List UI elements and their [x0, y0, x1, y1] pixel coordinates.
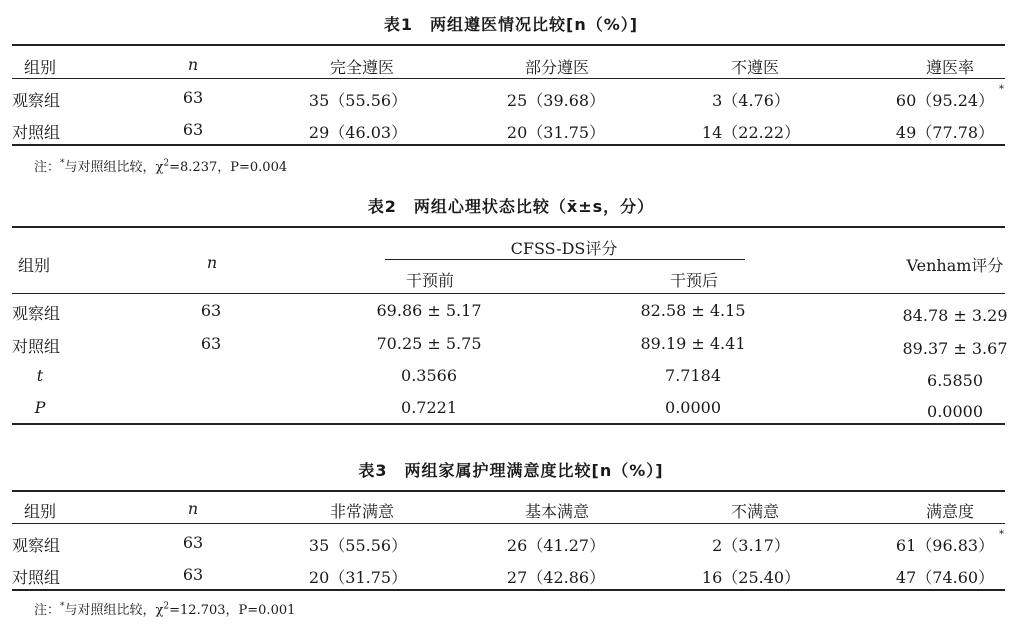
table3-header-basic: 基本满意 — [524, 502, 590, 521]
table2-cell: 69.86 ± 5.17 — [376, 301, 482, 320]
table2-cell: 观察组 — [12, 304, 61, 323]
table3-header-n: n — [187, 499, 199, 518]
table2-span-rule — [385, 259, 745, 260]
table2-cell: 82.58 ± 4.15 — [640, 301, 746, 320]
table2-bottom-rule — [12, 423, 1005, 425]
table1-header-group: 组别 — [24, 58, 57, 77]
table2-cell: 63 — [200, 334, 222, 353]
table3-cell: 26（41.27） — [506, 536, 606, 555]
table2-caption: 表2 两组心理状态比较（x̄±s，分） — [367, 197, 655, 216]
table1-header-non: 不遵医 — [730, 58, 780, 77]
table2-cell: 89.19 ± 4.41 — [640, 334, 746, 353]
table3-header-very: 非常满意 — [329, 502, 395, 521]
table2-header-span: CFSS-DS评分 — [510, 239, 618, 258]
table2-cell: 对照组 — [12, 337, 61, 356]
table2-cell: 7.7184 — [665, 366, 721, 385]
table1-cell: 63 — [182, 88, 204, 107]
note-sup: 2 — [163, 601, 170, 612]
table2-cell: 70.25 ± 5.75 — [376, 334, 482, 353]
table3-cell: 观察组 — [12, 536, 61, 555]
table3-cell: 63 — [182, 565, 204, 584]
note-stat: =12.703，P=0.001 — [169, 603, 296, 618]
note-sup: 2 — [163, 158, 170, 169]
note-stat: =8.237，P=0.004 — [169, 160, 288, 175]
table3-cell: 16（25.40） — [701, 568, 801, 587]
table2-cell: t — [36, 366, 44, 385]
table1-cell: 60（95.24） — [895, 91, 995, 110]
significance-star: * — [999, 529, 1004, 540]
table1-cell: 14（22.22） — [701, 123, 801, 142]
table2-cell: 63 — [200, 301, 222, 320]
table3-top-rule — [12, 490, 1005, 492]
note-text: 与对照组比较，χ — [64, 160, 164, 175]
table1-header-rate: 遵医率 — [925, 58, 975, 77]
note-prefix: 注： — [34, 603, 61, 618]
table3-cell: 2（3.17） — [712, 536, 790, 555]
table3-cell: 27（42.86） — [506, 568, 606, 587]
table2-top-rule — [12, 226, 1005, 228]
table3-cell: 20（31.75） — [308, 568, 408, 587]
table1-bottom-rule — [12, 144, 1005, 146]
table3-header-rule — [12, 523, 1005, 524]
table2-header-venham: Venham评分 — [906, 256, 1004, 275]
table3-bottom-rule — [12, 589, 1005, 591]
significance-star: * — [999, 84, 1004, 95]
table1-cell: 20（31.75） — [506, 123, 606, 142]
table2-cell: 0.0000 — [665, 398, 721, 417]
note-prefix: 注： — [34, 160, 61, 175]
table3-cell: 61（96.83） — [895, 536, 995, 555]
table2-cell: 84.78 ± 3.29 — [902, 306, 1008, 325]
table3-cell: 35（55.56） — [308, 536, 408, 555]
table2-cell: 0.0000 — [927, 402, 983, 421]
table2-cell: 6.5850 — [927, 371, 983, 390]
table1-cell: 3（4.76） — [712, 91, 790, 110]
table2-cell: 0.7221 — [401, 398, 457, 417]
table1-header-partial: 部分遵医 — [524, 58, 590, 77]
table2-header-n: n — [206, 253, 218, 272]
table1-top-rule — [12, 44, 1005, 46]
table2-header-after: 干预后 — [669, 271, 719, 290]
table1-cell: 对照组 — [12, 123, 61, 142]
table3-note — [34, 599, 295, 618]
table3-caption: 表3 两组家属护理满意度比较[n（%）] — [358, 461, 664, 480]
table2-cell: 0.3566 — [401, 366, 457, 385]
table2-header-rule — [12, 293, 1005, 294]
note-text: 与对照组比较，χ — [64, 603, 164, 618]
table2-cell: 89.37 ± 3.67 — [902, 339, 1008, 358]
table1-header-full: 完全遵医 — [329, 58, 395, 77]
table1-caption: 表1 两组遵医情况比较[n（%）] — [383, 15, 639, 34]
table1-cell: 观察组 — [12, 91, 61, 110]
note-star: * — [60, 601, 65, 612]
table1-cell: 35（55.56） — [308, 91, 408, 110]
table2-header-group: 组别 — [18, 256, 51, 275]
note-star: * — [60, 158, 65, 169]
table3-header-satisfaction: 满意度 — [925, 502, 975, 521]
table1-cell: 49（77.78） — [895, 123, 995, 142]
table1-note — [34, 156, 287, 175]
table2-cell: P — [34, 398, 46, 417]
table3-header-not: 不满意 — [730, 502, 780, 521]
table1-cell: 25（39.68） — [506, 91, 606, 110]
table3-cell: 63 — [182, 533, 204, 552]
table1-cell: 29（46.03） — [308, 123, 408, 142]
table2-header-before: 干预前 — [405, 271, 455, 290]
table3-cell: 对照组 — [12, 568, 61, 587]
table1-header-rule — [12, 78, 1005, 79]
table1-header-n: n — [187, 55, 199, 74]
table1-cell: 63 — [182, 120, 204, 139]
table3-cell: 47（74.60） — [895, 568, 995, 587]
table3-header-group: 组别 — [24, 502, 57, 521]
